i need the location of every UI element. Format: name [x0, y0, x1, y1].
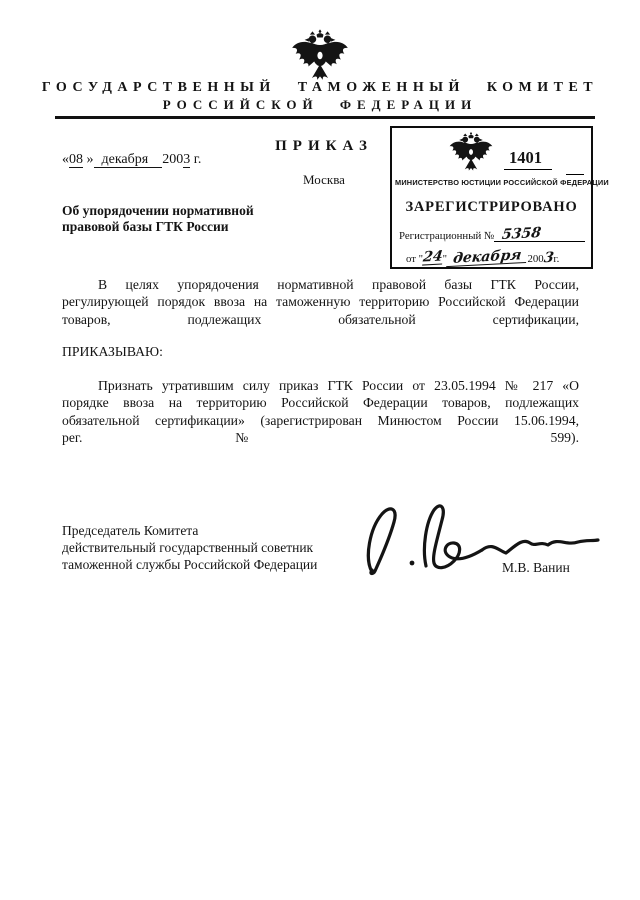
- signer-title-line3: таможенной службы Российской Федерации: [62, 556, 318, 572]
- date-quote-open: «: [62, 152, 69, 167]
- body2-line: рег. № 599).: [62, 429, 579, 445]
- body2-line: Признать утратившим силу приказ ГТК России от 23.05.1994 № 217 «О: [98, 378, 579, 393]
- body1-line: товаров, подлежащих обязательной сертификации,: [62, 311, 579, 327]
- stamp-reg-number-field: [494, 224, 585, 244]
- order-subject: [62, 203, 254, 235]
- date-quote-close: »: [86, 152, 94, 167]
- stamp-date-day-handwritten: 24: [422, 248, 444, 266]
- command-word: ПРИКАЗЫВАЮ:: [62, 344, 163, 359]
- stamp-date-prefix: от ": [406, 253, 424, 266]
- signer-titles: [62, 523, 317, 574]
- stamp-date-suffix: г.: [553, 253, 560, 266]
- stamp-reg-number-handwritten: 5358: [501, 224, 543, 244]
- stamp-ministry-name: МИНИСТЕРСТВО ЮСТИЦИИ РОССИЙСКОЙ ФЕДЕРАЦИИ: [394, 178, 609, 187]
- signer-title-line2: действительный государственный советник: [62, 539, 314, 555]
- date-month: декабря: [94, 152, 163, 168]
- body1-line: регулирующей порядок ввоза на таможенную территорию Российской Федерации: [62, 294, 579, 310]
- stamp-number: 1401: [504, 148, 552, 170]
- state-emblem-eagle-icon: [291, 29, 349, 82]
- body2-line: порядке ввоза на территорию Российской Федерации товаров, подлежащих: [62, 395, 579, 411]
- date-year-prefix: 200: [162, 152, 184, 167]
- stamp-reg-label: Регистрационный №: [399, 230, 495, 243]
- stamp-date-month-handwritten: декабря: [446, 248, 528, 267]
- registration-stamp-box: [390, 126, 609, 269]
- body-paragraph-1: [62, 276, 579, 328]
- org-name-line2: РОССИЙСКОЙ ФЕДЕРАЦИИ: [162, 97, 478, 112]
- body2-line: обязательной сертификации» (зарегистрирован Минюстом России 15.06.1994,: [62, 412, 579, 428]
- date-day: 08: [69, 152, 83, 167]
- document-type-title: ПРИКАЗ: [275, 138, 373, 154]
- body-paragraph-2: [62, 377, 579, 446]
- signer-name: М.В. Ванин: [502, 560, 570, 575]
- date-year-last-digit: 3: [183, 152, 191, 167]
- stamp-number-line: [566, 174, 584, 175]
- signer-title-line1: Председатель Комитета: [62, 523, 199, 538]
- stamp-date-quote-close: ": [442, 253, 448, 266]
- stamp-registration-number-line: [399, 224, 585, 244]
- order-date: [62, 152, 201, 168]
- stamp-registered-label: ЗАРЕГИСТРИРОВАНО: [405, 199, 578, 215]
- issue-city: Москва: [303, 172, 345, 187]
- subject-line2: правовой базы ГТК России: [62, 219, 229, 234]
- stamp-eagle-icon: [448, 132, 494, 172]
- stamp-registration-date-line: [406, 247, 560, 267]
- stamp-date-year-prefix: 200: [527, 253, 544, 266]
- date-suffix: г.: [193, 152, 202, 167]
- subject-line1: Об упорядочении нормативной: [62, 203, 254, 218]
- body1-line: В целях упорядочения нормативной правовой базы ГТК России,: [98, 277, 579, 292]
- stamp-date-year-handwritten: 3: [542, 249, 555, 267]
- org-name-line1: ГОСУДАРСТВЕННЫЙ ТАМОЖЕННЫЙ КОМИТЕТ: [41, 80, 599, 95]
- header-divider: [55, 116, 595, 119]
